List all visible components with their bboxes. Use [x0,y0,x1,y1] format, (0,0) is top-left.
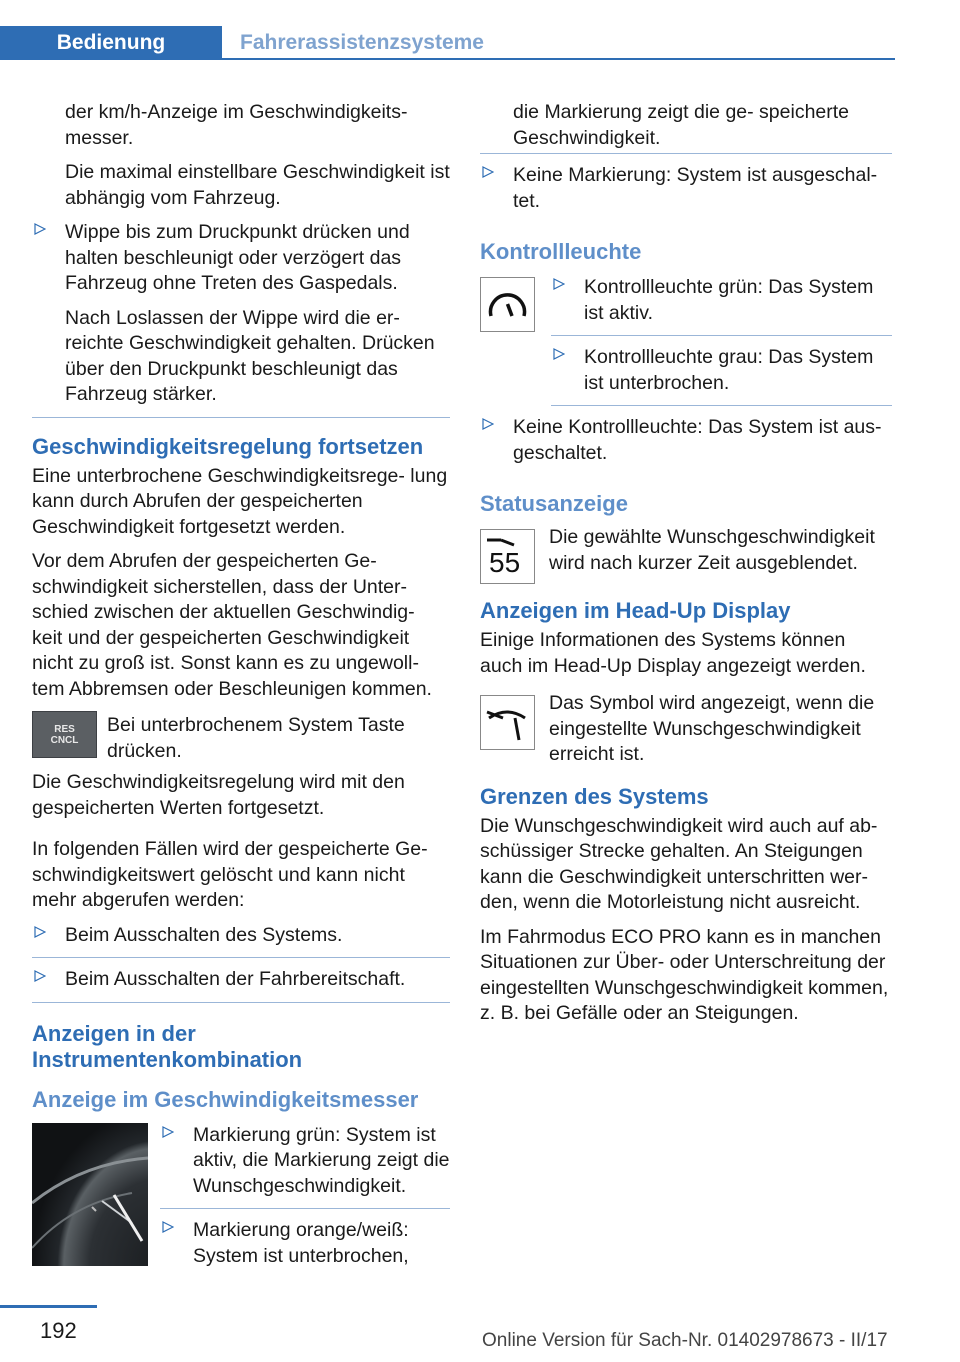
left-column [32,100,450,1287]
list-item-text: Beim Ausschalten der Fahrbereitschaft. [65,968,406,990]
list-item-text: Kontrollleuchte grau: Das System ist unterbrochen. [584,346,874,394]
paragraph: Im Fahrmodus ECO PRO kann es in manchen Situationen zur Über- oder Unterschreitung der eingestellten Wunschgeschwindigkeit kommen, z. B. bei Gefälle oder an Steigungen. [480,925,889,1024]
hud-speed-reached-icon [480,695,535,750]
triangle-bullet-icon [162,1221,174,1233]
kontroll-bullets [551,275,892,415]
triangle-bullet-icon [482,418,494,430]
tab-fahrerassistenzsysteme[interactable]: Fahrerassistenzsysteme [240,31,484,54]
status-row [480,525,892,584]
list-item [551,275,892,336]
res-cncl-button-icon [32,711,97,758]
list-item-text: Keine Kontrollleuchte: Das System ist aus‐ geschaltet. [513,416,882,464]
paragraph: Einige Informationen des Systems können auch im Head-Up Display angezeigt werden. [480,629,866,677]
list-item [480,163,892,223]
right-column [480,100,892,1036]
list-item-text: Kontrollleuchte grün: Das System ist aktiv. [584,276,874,324]
footer-line [0,1305,97,1308]
list-item [480,415,892,475]
tacho-bullets [160,1123,450,1288]
cncl-label: CNCL [50,734,79,746]
list-item-text: Keine Markierung: System ist ausgeschal‐ tet. [513,164,878,212]
paragraph: Eine unterbrochene Geschwindigkeitsrege‐ lung kann durch Abrufen der gespeicherten Geschwindigkeit fortgesetzt werden. [32,464,448,538]
tacho-row [32,1123,450,1288]
paragraph: der km/h-Anzeige im Geschwindigkeits‐ messer. [65,101,408,149]
subsection-heading: Statusanzeige [480,491,628,516]
list-item-text: Beim Ausschalten des Systems. [65,923,343,946]
subsection-heading: Kontrollleuchte [480,239,642,264]
tab-bedienung[interactable]: Bedienung [0,26,222,60]
list-item-text: Markierung grün: System ist aktiv, die Markierung zeigt die Wunschgeschwindigkeit. [193,1123,450,1197]
res-label: RES [54,723,75,735]
list-item [32,967,450,1003]
hud-row [480,691,892,768]
section-heading: Grenzen des Systems [480,783,709,809]
list-item-text: Markierung orange/weiß: System ist unterbrochen, [193,1219,409,1267]
hud-icon-description: Das Symbol wird angezeigt, wenn die eingestellte Wunschgeschwindigkeit erreicht ist. [549,692,875,765]
list-item-text: Wippe bis zum Druckpunkt drücken und halten beschleunigt oder verzögert das Fahrzeug ohne Treten des Gaspedals. [65,221,410,294]
list-item [32,923,450,959]
paragraph: In folgenden Fällen wird der gespeicherte Ge‐ schwindigkeitswert gelöscht und kann nicht mehr abgerufen werden: [32,838,428,911]
list-item [160,1123,450,1210]
subsection-heading: Anzeige im Geschwindigkeitsmesser [32,1086,419,1112]
list-item [160,1218,450,1278]
speed-status-icon [480,529,535,584]
section-heading: Geschwindigkeitsregelung fortsetzen [32,433,424,459]
paragraph: die Markierung zeigt die ge‐ speicherte Geschwindigkeit. [480,100,892,154]
paragraph: Die Wunschgeschwindigkeit wird auch auf ab‐ schüssiger Strecke gehalten. An Steigungen kann die Geschwindigkeit unterschritten wer‐ den, wenn die Motorleistung nicht ausreicht. [480,814,878,913]
header-tabs [0,0,895,60]
paragraph: Vor dem Abrufen der gespeicherten Ge‐ schwindigkeit sicherstellen, dass der Unter‐ schied zwischen der aktuellen Geschwindig‐ keit und der gespeicherten Geschwindigkeit nicht zu groß ist. Sonst kann es zu ungewoll‐ tem Abbremsen oder Beschleunigen kommen. [32,550,432,700]
list-item [32,220,450,418]
header-divider [222,58,895,60]
list-item [551,345,892,406]
res-description: Bei unterbrochenem System Taste drücken. [107,714,405,762]
list-item-text: Nach Loslassen der Wippe wird die er‐ reichte Geschwindigkeit gehalten. Drücken über den Druckpunkt beschleunigt das Fahrzeug stärker. [65,306,435,405]
triangle-bullet-icon [34,926,46,938]
res-button-row [32,711,450,764]
section-heading: Anzeigen in der Instrumentenkombination [32,1020,303,1072]
triangle-bullet-icon [482,166,494,178]
speedometer-image [32,1123,148,1266]
triangle-bullet-icon [34,223,46,235]
triangle-bullet-icon [553,348,565,360]
triangle-bullet-icon [162,1126,174,1138]
page-number: 192 [40,1318,77,1343]
section-heading: Anzeigen im Head-Up Display [480,598,791,623]
triangle-bullet-icon [34,970,46,982]
status-description: Die gewählte Wunschgeschwindigkeit wird nach kurzer Zeit ausgeblendet. [549,526,875,574]
paragraph: Die maximal einstellbare Geschwindigkeit ist abhängig vom Fahrzeug. [65,161,450,209]
paragraph: Die Geschwindigkeitsregelung wird mit den gespeicherten Werten fortgesetzt. [32,771,405,819]
triangle-bullet-icon [553,278,565,290]
online-version-note: Online Version für Sach-Nr. 01402978673 - II/17 [482,1330,888,1351]
status-speed-value: 55 [489,547,521,578]
kontroll-row [480,275,892,415]
cruise-control-indicator-icon [480,277,535,332]
